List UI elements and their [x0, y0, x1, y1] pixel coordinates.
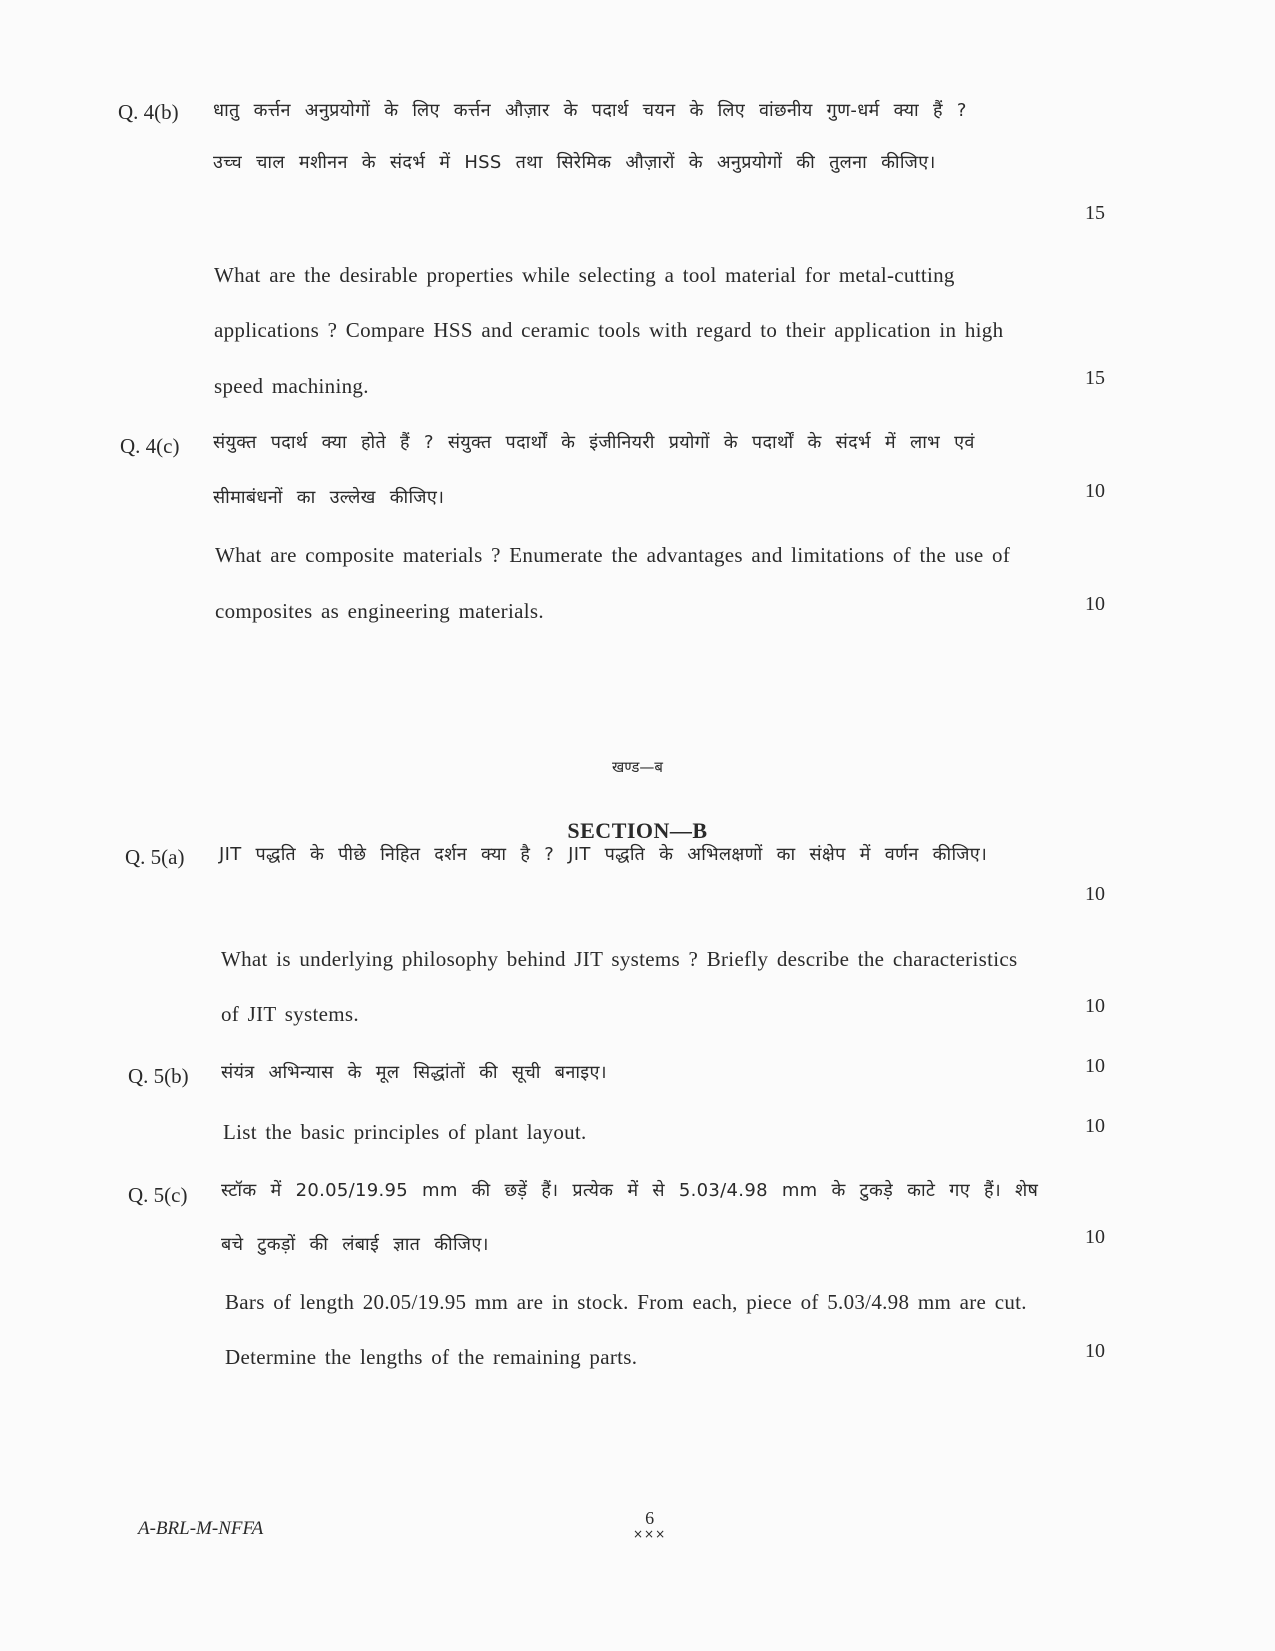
section-heading: SECTION—B	[567, 818, 708, 843]
hindi-text: सीमाबंधनों का उल्लेख कीजिए।	[213, 487, 445, 508]
section-heading-hindi: खण्ड—ब	[612, 758, 663, 776]
hindi-text: बचे टुकड़ों की लंबाई ज्ञात कीजिए।	[221, 1234, 489, 1255]
marks: 10	[1085, 1340, 1105, 1362]
marks: 15	[1085, 202, 1105, 224]
marks: 10	[1085, 883, 1105, 905]
hindi-text: उच्च चाल मशीनन के संदर्भ में HSS तथा सिरेमिक औज़ारों के अनुप्रयोगों की तुलना कीजिए।	[213, 152, 936, 173]
english-text: applications ? Compare HSS and ceramic tools with regard to their application in high	[214, 318, 1004, 342]
question-number: Q. 4(c)	[120, 434, 180, 458]
marks: 10	[1085, 593, 1105, 615]
hindi-text: स्टॉक में 20.05/19.95 mm की छड़ें हैं। प्रत्येक में से 5.03/4.98 mm के टुकड़े काटे गए हैं। शेष	[221, 1180, 1039, 1201]
marks: 10	[1085, 995, 1105, 1017]
page-number: 6	[645, 1508, 655, 1528]
marks: 15	[1085, 367, 1105, 389]
question-number: Q. 4(b)	[118, 100, 179, 124]
english-text: composites as engineering materials.	[215, 599, 544, 623]
english-text: Bars of length 20.05/19.95 mm are in stock. From each, piece of 5.03/4.98 mm are cut.	[225, 1290, 1027, 1314]
page-number-block	[633, 1510, 666, 1542]
english-text: What are composite materials ? Enumerate the advantages and limitations of the use of	[215, 543, 1011, 567]
paper-code: A-BRL-M-NFFA	[138, 1518, 264, 1539]
question-number: Q. 5(b)	[128, 1064, 189, 1088]
marks: 10	[1085, 1115, 1105, 1137]
english-text: Determine the lengths of the remaining parts.	[225, 1345, 638, 1369]
hindi-text: संयंत्र अभिन्यास के मूल सिद्धांतों की सूची बनाइए।	[221, 1062, 607, 1083]
marks: 10	[1085, 1226, 1105, 1248]
hindi-text: JIT पद्धति के पीछे निहित दर्शन क्या है ? JIT पद्धति के अभिलक्षणों का संक्षेप में वर्णन कीजिए।	[219, 844, 988, 865]
question-number: Q. 5(a)	[125, 845, 185, 869]
english-text: speed machining.	[214, 374, 369, 398]
page-mark: ×××	[633, 1527, 667, 1541]
hindi-text: धातु कर्त्तन अनुप्रयोगों के लिए कर्त्तन औज़ार के पदार्थ चयन के लिए वांछनीय गुण-धर्म क्या हैं ?	[213, 100, 967, 121]
question-number: Q. 5(c)	[128, 1183, 188, 1207]
english-text: of JIT systems.	[221, 1002, 359, 1026]
marks: 10	[1085, 1055, 1105, 1077]
english-text: What are the desirable properties while selecting a tool material for metal-cutting	[214, 263, 955, 287]
english-text: What is underlying philosophy behind JIT systems ? Briefly describe the characteristics	[221, 947, 1018, 971]
hindi-text: संयुक्त पदार्थ क्या होते हैं ? संयुक्त पदार्थों के इंजीनियरी प्रयोगों के पदार्थों के संदर्भ में लाभ एवं	[213, 432, 975, 453]
english-text: List the basic principles of plant layout.	[223, 1120, 587, 1144]
marks: 10	[1085, 480, 1105, 502]
